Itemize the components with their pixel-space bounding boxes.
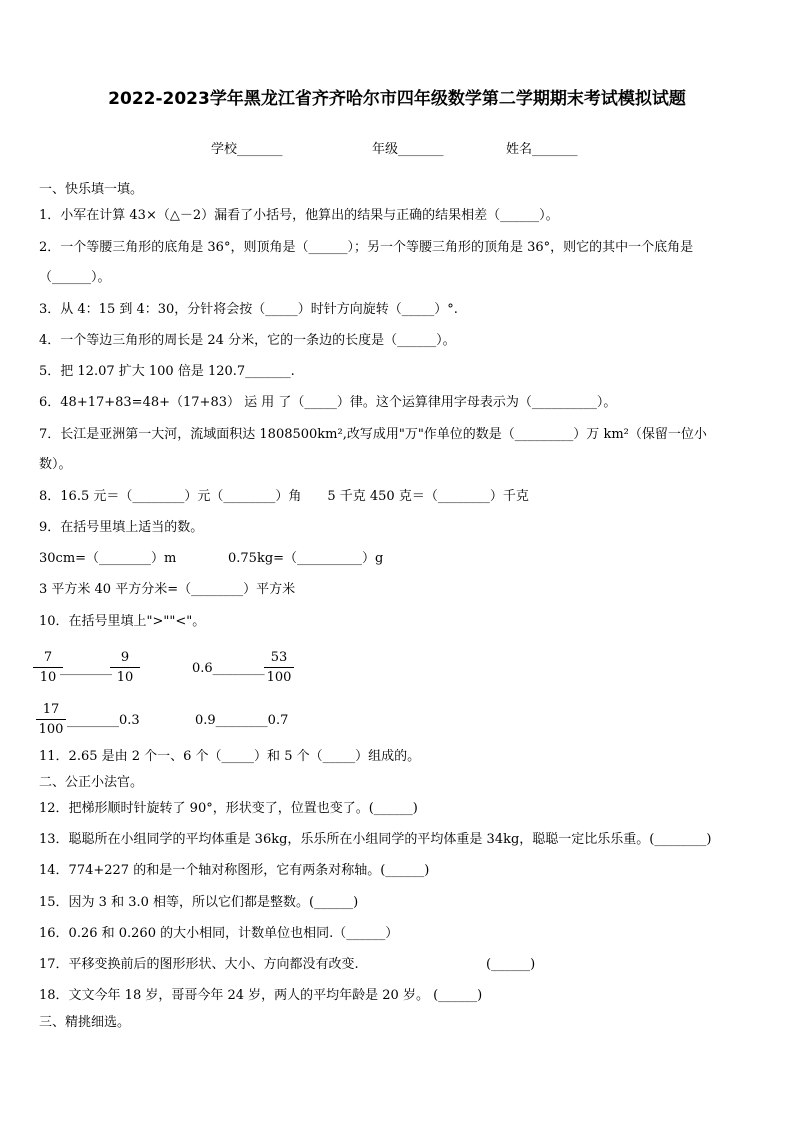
question-2-line1: 2．一个等腰三角形的底角是 36°，则顶角是（______）；另一个等腰三角形的顶角是 36°，则它的其中一个底角是 xyxy=(39,240,694,255)
question-7-line1: 7．长江是亚洲第一大河，流域面积达 1808500km²,改写成用"万"作单位的数是（_________）万 km²（保留一位小 xyxy=(39,427,707,442)
compare-0.9-0.7: 0.9________0.7 xyxy=(195,713,289,728)
question-3: 3．从 4：15 到 4：30，分针将会按（_____）时针方向旋转（_____）°. xyxy=(39,302,458,317)
question-9a: 30cm=（________）m xyxy=(39,551,177,566)
fraction-7-10: 7 10 xyxy=(33,650,63,685)
section2-heading: 二、公正小法官。 xyxy=(39,775,144,790)
fraction-9-10: 9 10 xyxy=(110,650,140,685)
question-2-line2: （______）。 xyxy=(39,270,111,285)
question-6: 6．48+17+83=48+（17+83） 运 用 了（_____）律。这个运算律用字母表示为（__________）。 xyxy=(39,395,617,410)
grade-field: 年级_______ xyxy=(372,142,444,157)
question-5: 5．把 12.07 扩大 100 倍是 120.7_______. xyxy=(39,364,295,379)
question-7-line2: 数）。 xyxy=(39,457,72,472)
question-13: 13．聪聪所在小组同学的平均体重是 36kg，乐乐所在小组同学的平均体重是 34kg，聪聪一定比乐乐重。(________) xyxy=(39,832,712,847)
question-9b: 0.75kg=（__________）g xyxy=(228,551,384,566)
question-9c: 3 平方米 40 平方分米=（________）平方米 xyxy=(39,582,296,597)
compare-0.6: 0.6________ xyxy=(192,661,265,676)
question-10: 10．在括号里填上">""<"。 xyxy=(39,614,206,629)
question-18: 18．文文今年 18 岁，哥哥今年 24 岁，两人的平均年龄是 20 岁。 (______) xyxy=(39,988,483,1003)
fraction-53-100: 53 100 xyxy=(264,650,294,685)
section1-heading: 一、快乐填一填。 xyxy=(39,182,144,197)
question-17: 17．平移变换前后的图形形状、大小、方向都没有改变. xyxy=(39,957,359,972)
question-9: 9．在括号里填上适当的数。 xyxy=(39,520,204,535)
fraction-17-100: 17 100 xyxy=(36,702,66,737)
school-field: 学校_______ xyxy=(211,142,283,157)
question-1: 1．小军在计算 43×（△－2）漏看了小括号，他算出的结果与正确的结果相差（______）。 xyxy=(39,208,559,223)
section3-heading: 三、精挑细选。 xyxy=(39,1015,131,1030)
compare-0.3: ________0.3 xyxy=(67,713,140,728)
question-12: 12．把梯形顺时针旋转了 90°，形状变了，位置也变了。(______) xyxy=(39,801,418,816)
question-16: 16．0.26 和 0.260 的大小相同，计数单位也相同.（______） xyxy=(39,926,399,941)
name-field: 姓名_______ xyxy=(506,142,578,157)
question-11: 11．2.65 是由 2 个一、6 个（_____）和 5 个（_____）组成的。 xyxy=(39,749,421,764)
question-8: 8．16.5 元＝（________）元（________）角 5 千克 450 克＝（________）千克 xyxy=(39,489,529,504)
compare-blank-1: ________ xyxy=(60,661,112,676)
question-14: 14．774+227 的和是一个轴对称图形，它有两条对称轴。(______) xyxy=(39,863,430,878)
question-4: 4．一个等边三角形的周长是 24 分米，它的一条边的长度是（______）。 xyxy=(39,333,456,348)
page-title: 2022-2023学年黑龙江省齐齐哈尔市四年级数学第二学期期末考试模拟试题 xyxy=(108,89,686,109)
question-15: 15．因为 3 和 3.0 相等，所以它们都是整数。(______) xyxy=(39,895,359,910)
question-17-blank: (______) xyxy=(486,957,536,972)
